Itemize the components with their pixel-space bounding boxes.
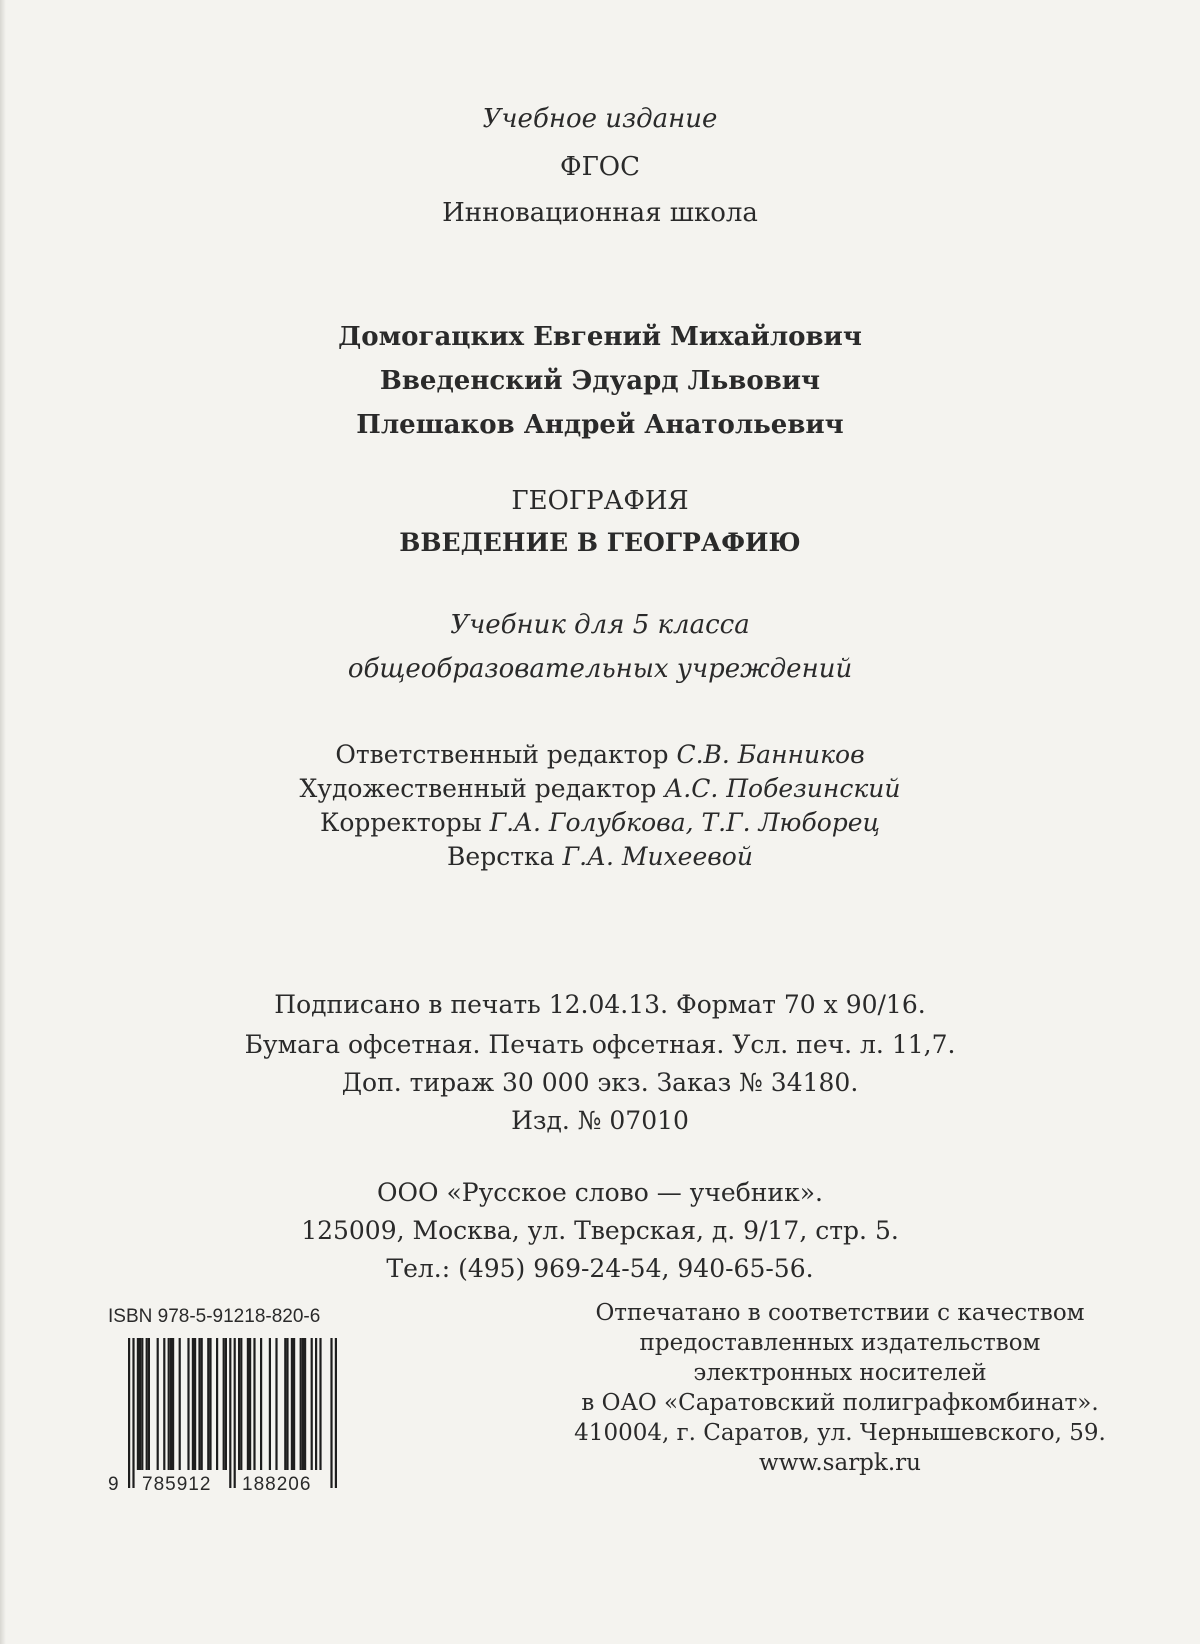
credit-name: Г.А. Михеевой xyxy=(562,842,753,871)
barcode-bar xyxy=(300,1338,302,1470)
barcode-bar xyxy=(192,1338,194,1470)
credit-line xyxy=(0,774,1200,803)
barcode-bar xyxy=(293,1338,295,1470)
barcode-bar xyxy=(311,1338,313,1470)
barcode-bar xyxy=(269,1338,271,1470)
barcode-bar xyxy=(172,1338,174,1470)
edition-type: Учебное издание xyxy=(482,104,718,134)
credit-line xyxy=(0,842,1200,871)
credit-line xyxy=(0,808,1200,837)
barcode-bar xyxy=(249,1338,251,1470)
printer-line: Отпечатано в соответствии с качеством xyxy=(595,1300,1085,1326)
designation-line-2: общеобразовательных учреждений xyxy=(347,654,853,684)
barcode-bar xyxy=(179,1338,181,1470)
barcode-image xyxy=(108,1338,358,1494)
barcode-bar xyxy=(163,1338,165,1470)
book-subtitle: ВВЕДЕНИЕ В ГЕОГРАФИЮ xyxy=(399,528,801,557)
barcode-bar xyxy=(194,1338,196,1470)
print-info-line: Подписано в печать 12.04.13. Формат 70 х 90/16. xyxy=(274,990,926,1019)
barcode-digit-first: 9 xyxy=(108,1474,119,1494)
barcode-bar xyxy=(247,1338,249,1470)
barcode-bar xyxy=(315,1338,317,1470)
barcode-bar xyxy=(170,1338,172,1470)
isbn-label: ISBN 978-5-91218-820-6 xyxy=(108,1306,321,1327)
publisher-line: ООО «Русское слово — учебник». xyxy=(377,1178,823,1207)
credit-name: Г.А. Голубкова, Т.Г. Люборец xyxy=(489,808,880,837)
series-name: Инновационная школа xyxy=(442,198,758,228)
barcode-bar xyxy=(146,1338,148,1470)
barcode-bar xyxy=(291,1338,293,1470)
credit-role: Художественный редактор xyxy=(299,774,657,803)
barcode-bars xyxy=(128,1338,337,1488)
credit-name: С.В. Банников xyxy=(676,740,865,769)
author-3: Плешаков Андрей Анатольевич xyxy=(356,410,844,440)
barcode-bar xyxy=(253,1338,255,1470)
barcode-bar xyxy=(209,1338,211,1470)
barcode-bar xyxy=(234,1338,236,1488)
book-title: ГЕОГРАФИЯ xyxy=(511,486,689,516)
barcode-bar xyxy=(168,1338,170,1470)
barcode-bar xyxy=(223,1338,225,1470)
standard-label: ФГОС xyxy=(559,152,640,182)
barcode-bar xyxy=(216,1338,218,1470)
barcode-bar xyxy=(137,1338,139,1470)
printer-website: www.sarpk.ru xyxy=(759,1450,921,1476)
barcode-bar xyxy=(275,1338,277,1470)
publisher-line: Тел.: (495) 969-24-54, 940-65-56. xyxy=(386,1254,814,1283)
designation-line-1: Учебник для 5 класса xyxy=(450,610,750,640)
print-info-line: Изд. № 07010 xyxy=(511,1106,689,1135)
print-info-line: Доп. тираж 30 000 экз. Заказ № 34180. xyxy=(341,1068,859,1097)
barcode-bar xyxy=(128,1338,130,1488)
barcode-bar xyxy=(304,1338,306,1470)
printer-line: 410004, г. Саратов, ул. Чернышевского, 59. xyxy=(574,1420,1106,1446)
barcode-bar xyxy=(319,1338,321,1470)
barcode-bar xyxy=(148,1338,150,1470)
barcode-bar xyxy=(286,1338,288,1470)
barcode-bar xyxy=(284,1338,286,1470)
barcode-bar xyxy=(260,1338,262,1470)
barcode-bar xyxy=(187,1338,189,1470)
barcode-bar xyxy=(141,1338,143,1470)
barcode-bar xyxy=(157,1338,159,1470)
barcode-bar xyxy=(139,1338,141,1470)
printer-info xyxy=(520,1298,1160,1478)
credit-role: Корректоры xyxy=(320,808,482,837)
barcode-bar xyxy=(229,1338,231,1488)
barcode-bar xyxy=(240,1338,242,1470)
print-info-line: Бумага офсетная. Печать офсетная. Усл. печ. л. 11,7. xyxy=(244,1030,956,1059)
printer-line: электронных носителей xyxy=(693,1360,987,1386)
barcode-bar xyxy=(132,1338,134,1488)
barcode-bar xyxy=(302,1338,304,1470)
printer-line: в ОАО «Саратовский полиграфкомбинат». xyxy=(581,1390,1099,1416)
barcode-digit-group-2: 188206 xyxy=(242,1474,312,1494)
barcode-bar xyxy=(198,1338,200,1470)
credit-name: А.С. Побезинский xyxy=(664,774,901,803)
barcode-bar xyxy=(207,1338,209,1470)
barcode-bar xyxy=(238,1338,240,1470)
credit-role: Верстка xyxy=(447,842,555,871)
credit-role: Ответственный редактор xyxy=(335,740,669,769)
author-2: Введенский Эдуард Львович xyxy=(379,366,821,396)
barcode-digit-group-1: 785912 xyxy=(142,1474,212,1494)
author-1: Домогацких Евгений Михайлович xyxy=(338,322,862,352)
credit-line xyxy=(0,740,1200,769)
barcode-bar xyxy=(335,1338,337,1488)
publisher-line: 125009, Москва, ул. Тверская, д. 9/17, стр. 5. xyxy=(301,1216,899,1245)
barcode-bar xyxy=(201,1338,203,1470)
printer-line: предоставленных издательством xyxy=(639,1330,1041,1356)
barcode-bar xyxy=(330,1338,332,1488)
barcode-bar xyxy=(225,1338,227,1470)
